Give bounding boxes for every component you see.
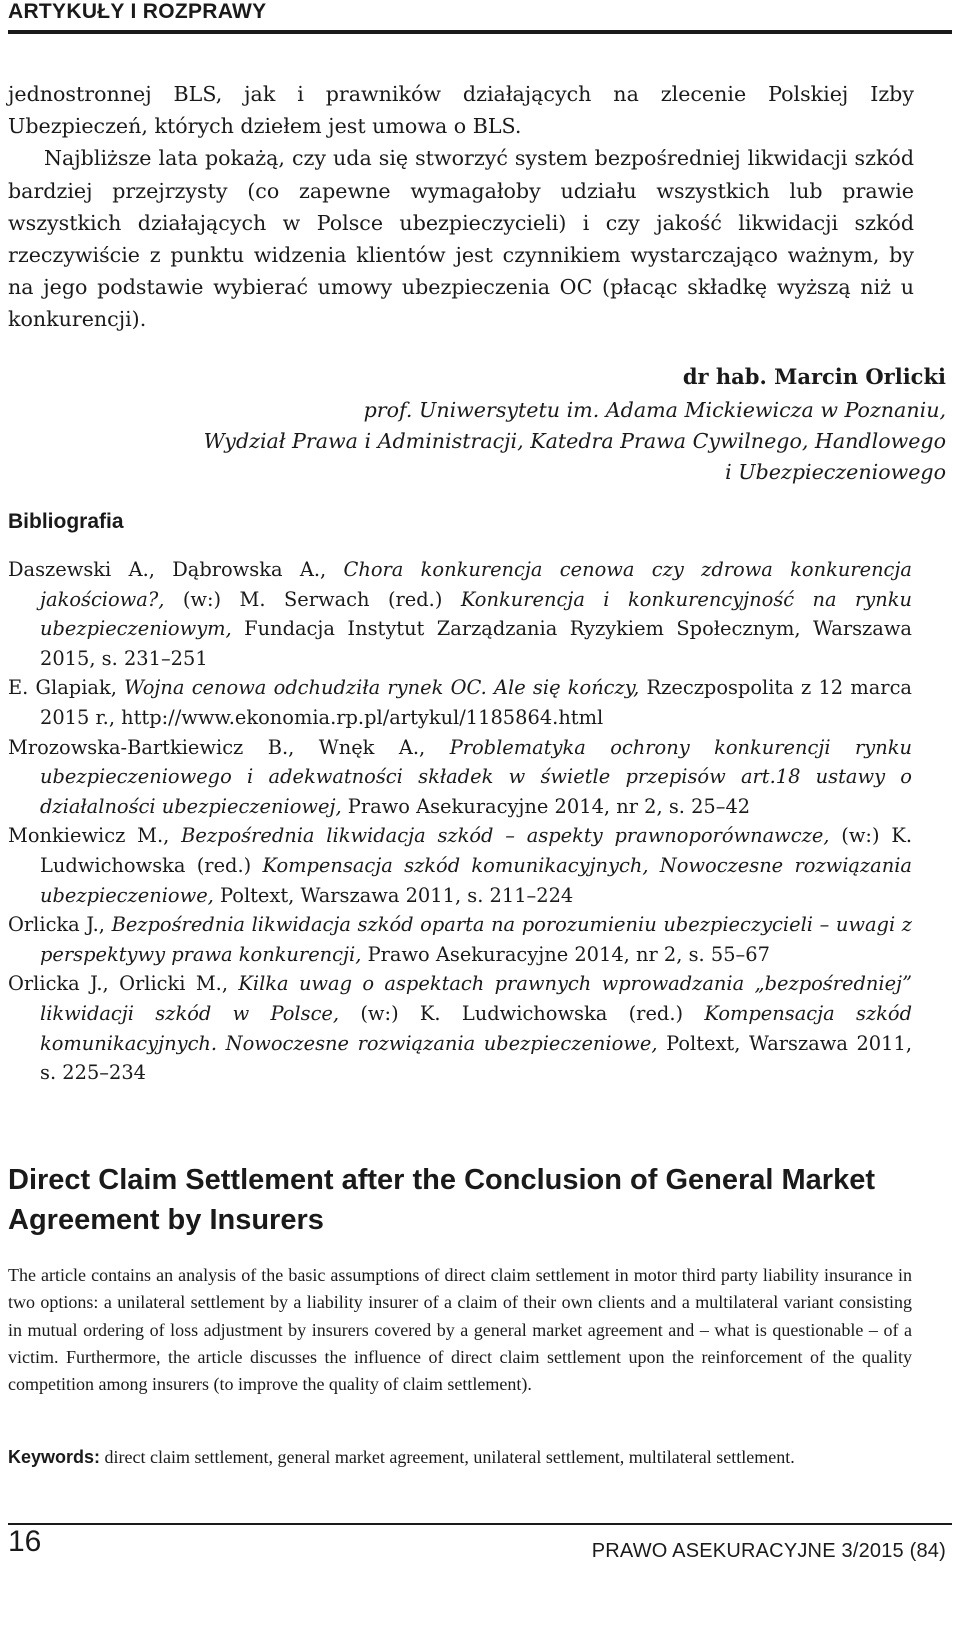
- author-affiliation: [26, 395, 946, 488]
- bibliography-title: Kompensacja szkód komunikacyjnych, Nowoczesne rozwiązania ubezpieczeniowe,: [40, 853, 912, 907]
- journal-name: PRAWO ASEKURACYJNE 3/2015 (84): [591, 1540, 946, 1562]
- bibliography-title: Chora konkurencja cenowa czy zdrowa konkurencja jakościowa?,: [40, 558, 912, 611]
- bibliography-title: Problematyka ochrony konkurencji rynku ubezpieczeniowego i adekwatności składek w świetle przepisów art.18 ustawy o działalności ubezpieczeniowej,: [40, 735, 912, 818]
- bibliography-text: Monkiewicz M.,: [8, 824, 182, 848]
- paragraph-2: Najbliższe lata pokażą, czy uda się stworzyć system bezpośredniej likwidacji szkód bardziej przejrzysty (co zapewne wymagałoby udziału wszystkich lub prawie wszystkich działających w Polsce ubezpieczycieli) i czy jakość likwidacji szkód rzeczywiście z punktu widzenia klientów jest czynnikiem wystarczająco ważnym, by na jego podstawie wybierać umowy ubezpieczenia OC (płacąc składkę wyższą niż u konkurencji).: [8, 146, 914, 332]
- bibliography-title: Kompensacja szkód komunikacyjnych. Nowoczesne rozwiązania ubezpieczeniowe,: [40, 1001, 913, 1055]
- bibliography-text: Orlicka J., Orlicki M.,: [8, 972, 239, 996]
- bibliography-title: Kilka uwag o aspektach prawnych wprowadzania „bezpośredniej” likwidacji szkód w Polsce,: [40, 972, 912, 1025]
- affiliation-line: Wydział Prawa i Administracji, Katedra Prawa Cywilnego, Handlowego: [203, 429, 946, 453]
- bibliography-entry: [8, 555, 912, 673]
- body-text: [8, 78, 914, 336]
- affiliation-line: prof. Uniwersytetu im. Adama Mickiewicza w Poznaniu,: [363, 398, 946, 422]
- bibliography-text: Prawo Asekuracyjne 2014, nr 2, s. 25–42: [341, 794, 751, 818]
- bibliography-title: Bezpośrednia likwidacja szkód – aspekty prawnoporównawcze,: [181, 824, 830, 848]
- summary-title: Direct Claim Settlement after the Conclusion of General Market Agreement by Insurers: [8, 1164, 875, 1236]
- bibliography-text: Poltext, Warszawa 2011, s. 211–224: [213, 883, 574, 907]
- bibliography-text: (w:) M. Serwach (red.): [164, 587, 461, 611]
- bibliography-heading: Bibliografia: [8, 510, 124, 533]
- bibliography-text: Daszewski A., Dąbrowska A.,: [8, 558, 344, 581]
- bibliography-text: E. Glapiak,: [8, 676, 125, 700]
- bibliography-entry: [8, 969, 912, 1087]
- section-label: ARTYKUŁY I ROZPRAWY: [8, 0, 267, 23]
- paragraph-1: jednostronnej BLS, jak i prawników działających na zlecenie Polskiej Izby Ubezpieczeń, których dziełem jest umowa o BLS.: [8, 82, 914, 139]
- bibliography-title: Konkurencja i konkurencyjność na rynku ubezpieczeniowym,: [40, 587, 912, 641]
- header-rule: [8, 30, 952, 34]
- bibliography-entry: [8, 910, 912, 969]
- bibliography-text: Mrozowska-Bartkiewicz B., Wnęk A.,: [8, 735, 450, 759]
- bibliography-entry: [8, 733, 912, 822]
- keywords: [8, 1444, 912, 1471]
- bibliography-text: Fundacja Instytut Zarządzania Ryzykiem Społecznym, Warszawa 2015, s. 231–251: [40, 617, 912, 670]
- bibliography-title: Bezpośrednia likwidacja szkód oparta na porozumieniu ubezpieczycieli – uwagi z perspektywy prawa konkurencji,: [40, 913, 912, 966]
- bibliography-text: Rzeczpospolita z 12 marca 2015 r., http://www.ekonomia.rp.pl/artykul/1185864.html: [40, 676, 912, 729]
- bibliography-text: Prawo Asekuracyjne 2014, nr 2, s. 55–67: [361, 942, 770, 966]
- keywords-label: Keywords:: [8, 1447, 101, 1467]
- bibliography-entry: [8, 673, 912, 732]
- bibliography-list: [8, 555, 912, 1088]
- bibliography-title: Wojna cenowa odchudziła rynek OC. Ale się kończy,: [124, 676, 640, 700]
- affiliation-line: i Ubezpieczeniowego: [725, 460, 946, 484]
- bibliography-entry: [8, 821, 912, 910]
- bibliography-text: Poltext, Warszawa 2011, s. 225–234: [40, 1031, 912, 1085]
- page-number: 16: [8, 1525, 42, 1558]
- author-name: dr hab. Marcin Orlicki: [682, 364, 946, 389]
- abstract: The article contains an analysis of the basic assumptions of direct claim settlement in motor third party liability insurance in two options: a unilateral settlement by a liability insurer of a claim of their own clients and a multilateral variant consisting in mutual ordering of loss adjustment by insurers covered by a general market agreement and – what is questionable – of a victim. Furthermore, the article discusses the influence of direct claim settlement upon the reinforcement of the quality competition among insurers (to improve the quality of claim settlement).: [8, 1265, 912, 1395]
- bibliography-text: (w:) K. Ludwichowska (red.): [339, 1001, 705, 1025]
- bibliography-text: Orlicka J.,: [8, 913, 112, 937]
- bibliography-text: (w:) K. Ludwichowska (red.): [40, 824, 912, 877]
- footer-rule: [8, 1523, 952, 1525]
- keywords-text: direct claim settlement, general market agreement, unilateral settlement, multilateral settlement.: [104, 1447, 795, 1467]
